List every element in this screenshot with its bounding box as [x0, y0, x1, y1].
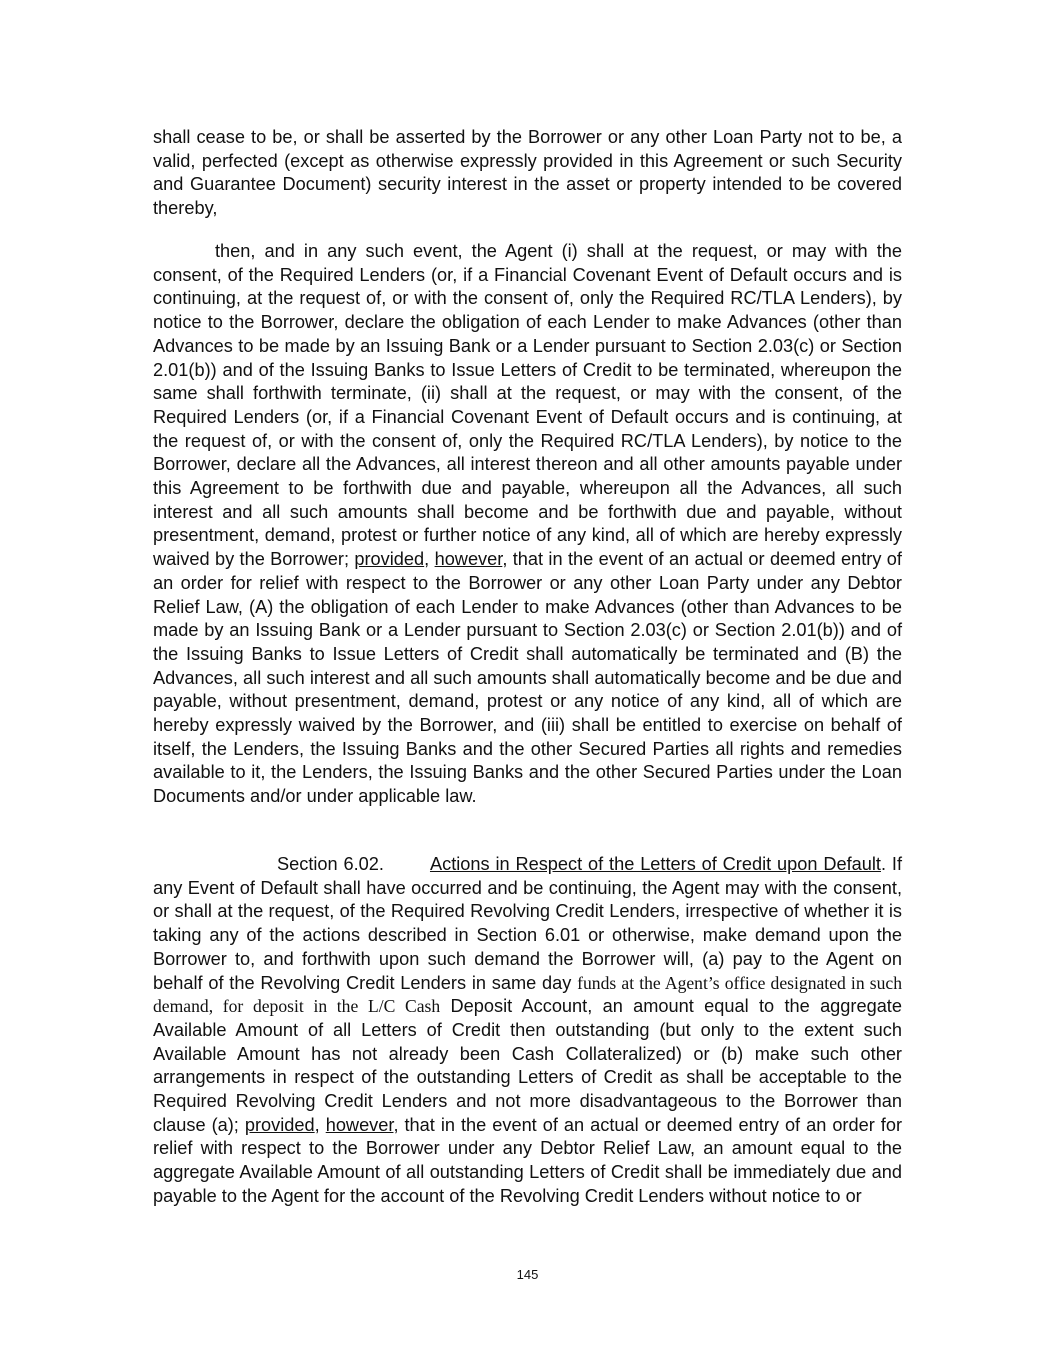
paragraph-text: , that in the event of an actual or deemed entry of an order for relief with respect to the Borrower or any other Loan Party under any Debtor Relief Law, (A) the obligation of each Lender to make Advances (other than Advances to be made by an Issuing Bank or a Lender pursuant to Section 2.03(c) or Section 2.01(b)) and of the Issuing Banks to Issue Letters of Credit shall automatically be terminated and (B) the Advances, all such interest and all such amounts shall automatically become and be due and payable, without presentment, demand, protest or any notice of any kind, all of which are hereby expressly waived by the Borrower, and (iii) shall be entitled to exercise on behalf of itself, the Lenders, the Issuing Banks and the other Secured Parties all rights and remedies available to it, the Lenders, the Issuing Banks and the other Secured Parties under the Loan Documents and/or under applicable law. — [153, 549, 902, 807]
paragraph-text: then, and in any such event, the Agent (i) shall at the request, or may with the consent, of the Required Lenders (or, if a Financial Covenant Event of Default occurs and is continuing, at the request of, or with the consent of, only the Required RC/TLA Lenders), by notice to the Borrower, declare the obligation of each Lender to make Advances (other than Advances to be made by an Issuing Bank or a Lender pursuant to Section 2.03(c) or Section 2.01(b)) and of the Issuing Banks to Issue Letters of Credit to be terminated, whereupon the same shall forthwith terminate, (ii) shall at the request, or may with the consent, of the Required Lenders (or, if a Financial Covenant Event of Default occurs and is continuing, at the request of, or with the consent of, only the Required RC/TLA Lenders), by notice to the Borrower, declare all the Advances, all interest thereon and all other amounts payable under this Agreement to be forthwith due and payable, whereupon all the Advances, all such interest and all such amounts shall become and be forthwith due and payable, without presentment, demand, protest or further notice of any kind, all of which are hereby expressly waived by the Borrower; — [153, 241, 902, 570]
heading-period: . — [880, 854, 887, 874]
section-number: Section 6.02. — [277, 854, 384, 874]
comma: , — [424, 549, 430, 570]
paragraph-text: shall cease to be, or shall be asserted by the Borrower or any other Loan Party not to be, a valid, perfected (except as otherwise expressly provided in this Agreement or such Security and Guarantee Document) security interest in the asset or property intended to be covered thereby, — [153, 127, 902, 219]
paragraph-text: Deposit Account, an amount equal to the aggregate Available Amount of all Letters of Credit then outstanding (but only to the extent such Available Amount has not already been Cash Collateralized) or (b) make such other arrangements in respect of the outstanding Letters of Credit as shall be acceptable to the Required Revolving Credit Lenders and not more disadvantageous to the Borrower than clause (a); — [153, 996, 902, 1135]
paragraph-text: If any Event of Default shall have occurred and be continuing, the Agent may with the consent, or shall at the request, of the Required Revolving Credit Lenders, irrespective of whether it is taking any of the actions described in Section 6.01 or otherwise, make demand upon the Borrower to, and forthwith upon such demand the Borrower will, (a) pay to the Agent on behalf of the Revolving Credit Lenders in same day — [153, 854, 902, 993]
section-6-02 — [153, 853, 902, 1209]
paragraph-text-serif: funds at the Agent’s office designated in such demand, for deposit in the L/C Cash — [153, 972, 902, 1017]
page-number: 145 — [516, 1267, 539, 1282]
proviso-provided: provided — [354, 549, 425, 570]
paragraph-remedies — [153, 240, 902, 809]
paragraph-security-interest — [153, 126, 902, 221]
paragraph-text: , that in the event of an actual or deemed entry of an order for relief with respect to the Borrower under any Debtor Relief Law, an amount equal to the aggregate Available Amount of all outstanding Letters of Credit shall be immediately due and payable to the Agent for the account of the Revolving Credit Lenders without notice to or — [153, 1114, 902, 1206]
proviso-however: however — [434, 549, 503, 570]
section-heading: Actions in Respect of the Letters of Credit upon Default — [429, 854, 881, 874]
proviso-however: however — [325, 1114, 394, 1135]
proviso-provided: provided — [244, 1114, 315, 1135]
comma: , — [314, 1114, 320, 1135]
